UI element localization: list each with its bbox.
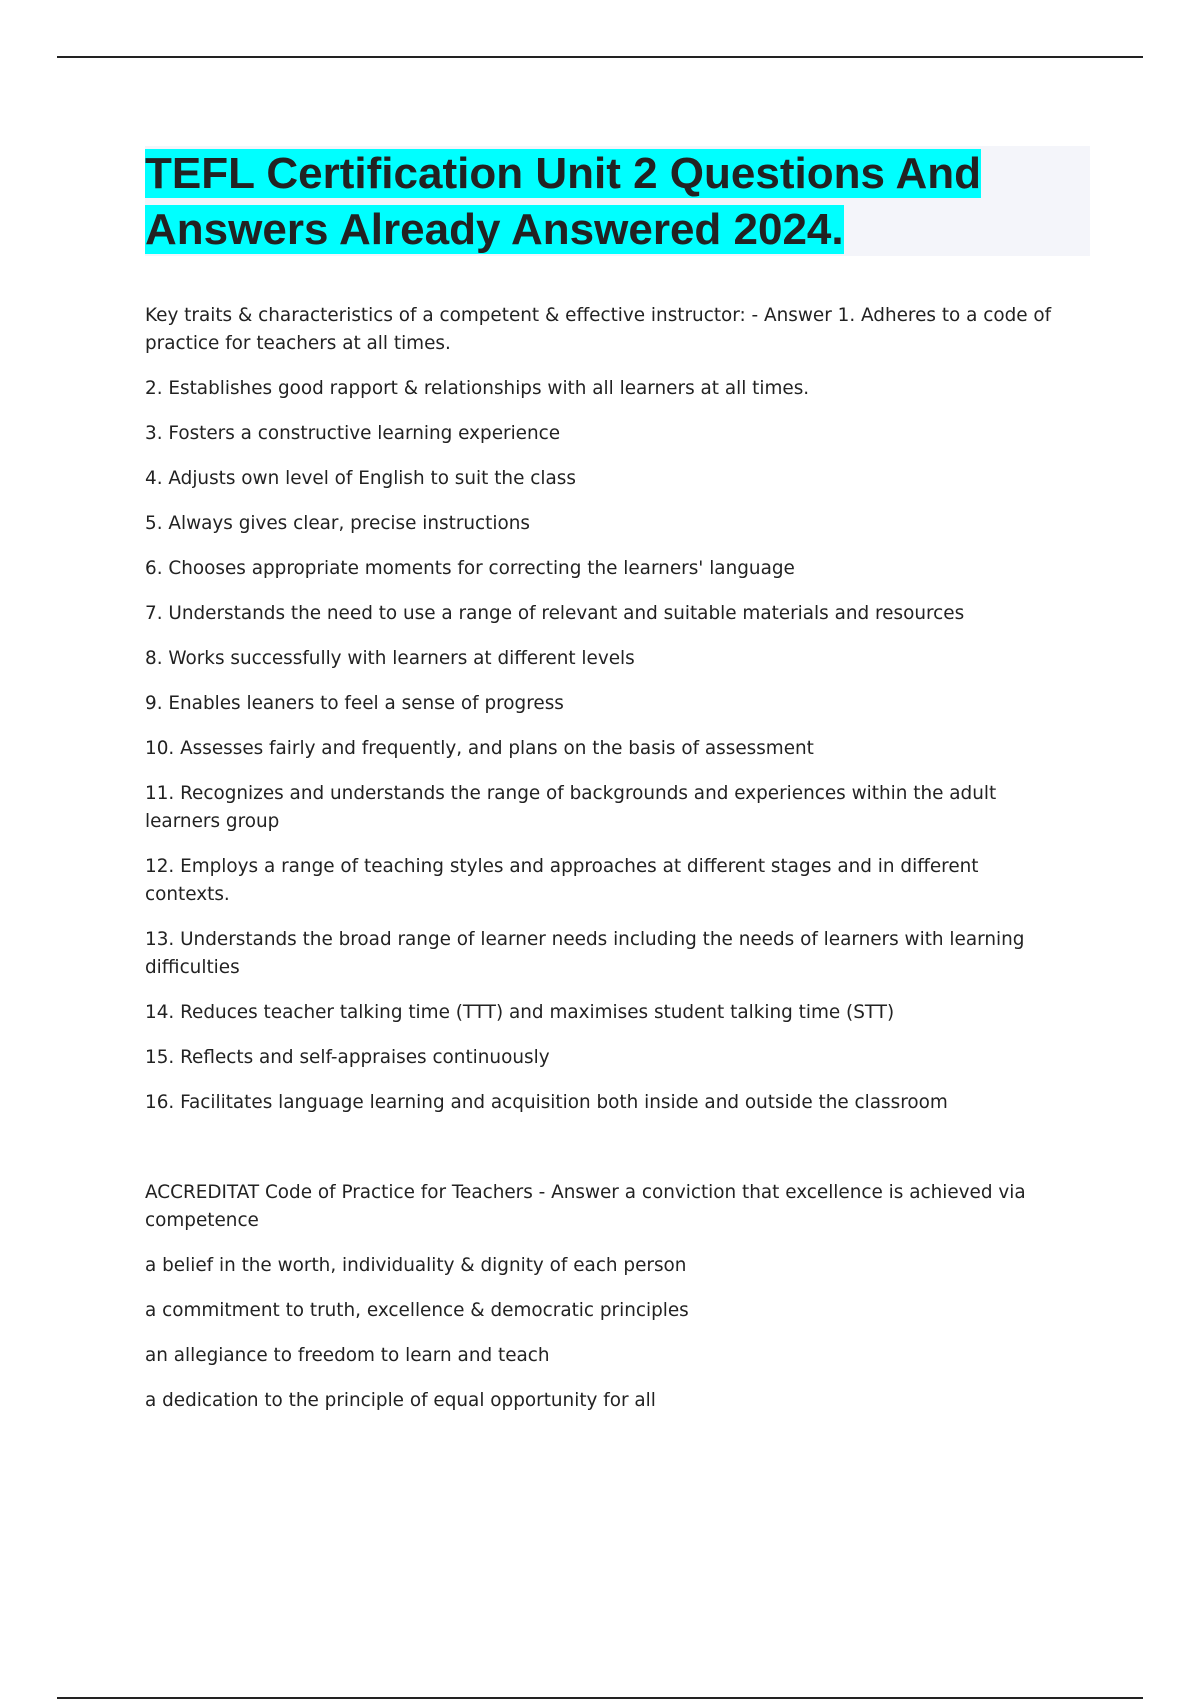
list-item: 10. Assesses fairly and frequently, and plans on the basis of assessment <box>145 738 814 759</box>
list-item: 8. Works successfully with learners at different levels <box>145 648 635 669</box>
list-item: a dedication to the principle of equal opportunity for all <box>145 1390 656 1411</box>
section1-lead: Key traits & characteristics of a competent & effective instructor: - Answer 1. Adheres to a code of practice for teachers at all times. <box>145 305 1052 354</box>
list-item: 3. Fosters a constructive learning experience <box>145 423 561 444</box>
list-item: 15. Reflects and self-appraises continuously <box>145 1047 550 1068</box>
top-divider <box>57 56 1143 58</box>
bottom-divider <box>57 1697 1143 1699</box>
list-item: 5. Always gives clear, precise instructions <box>145 513 530 534</box>
list-item: a commitment to truth, excellence & democratic principles <box>145 1300 689 1321</box>
section2-lead: ACCREDITAT Code of Practice for Teachers - Answer a conviction that excellence is achieved via competence <box>145 1182 1026 1231</box>
document-body <box>145 302 1065 1432</box>
list-item: an allegiance to freedom to learn and teach <box>145 1345 550 1366</box>
document-title <box>145 146 1090 258</box>
list-item: 14. Reduces teacher talking time (TTT) and maximises student talking time (STT) <box>145 1002 895 1023</box>
list-item: 11. Recognizes and understands the range of backgrounds and experiences within the adult learners group <box>145 783 997 832</box>
title-block <box>145 146 1090 256</box>
list-item: 9. Enables leaners to feel a sense of progress <box>145 693 564 714</box>
document-title-text: TEFL Certification Unit 2 Questions And Answers Already Answered 2024. <box>145 149 982 254</box>
list-item: 7. Understands the need to use a range of relevant and suitable materials and resources <box>145 603 965 624</box>
list-item: a belief in the worth, individuality & dignity of each person <box>145 1255 687 1276</box>
list-item: 4. Adjusts own level of English to suit the class <box>145 468 576 489</box>
list-item: 6. Chooses appropriate moments for correcting the learners' language <box>145 558 795 579</box>
section-spacer <box>145 1134 1065 1179</box>
list-item: 2. Establishes good rapport & relationships with all learners at all times. <box>145 378 810 399</box>
list-item: 13. Understands the broad range of learner needs including the needs of learners with learning difficulties <box>145 929 1025 978</box>
list-item: 12. Employs a range of teaching styles and approaches at different stages and in different contexts. <box>145 856 979 905</box>
list-item: 16. Facilitates language learning and acquisition both inside and outside the classroom <box>145 1092 948 1113</box>
